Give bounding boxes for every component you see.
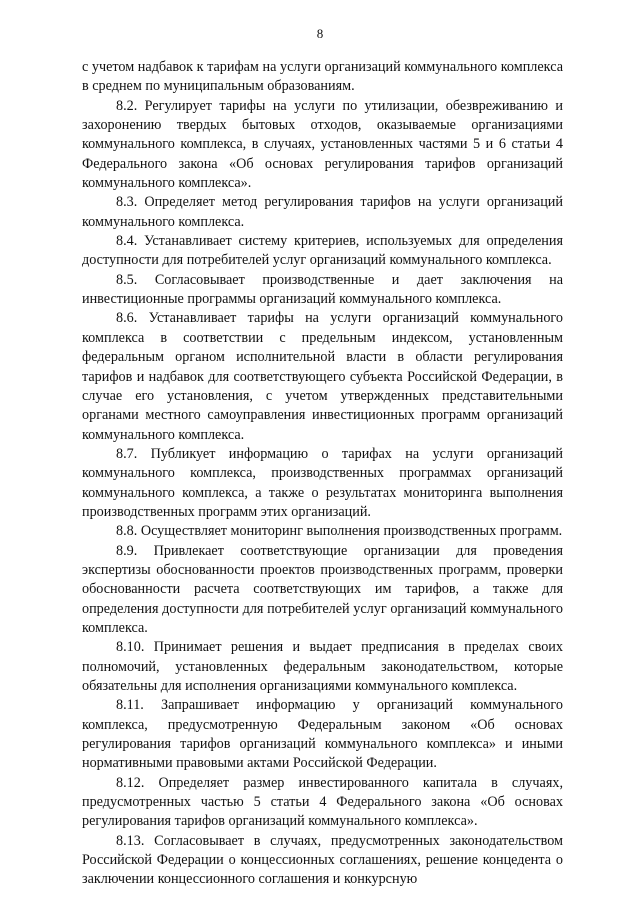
paragraph-8-3: 8.3. Определяет метод регулирования тарифов на услуги организаций коммунального комплекса. [82,194,563,230]
page-number: 8 [316,26,324,41]
paragraph-continuation: с учетом надбавок к тарифам на услуги организаций коммунального комплекса в среднем по муниципальным образованиям. [82,59,563,95]
paragraph-8-13: 8.13. Согласовывает в случаях, предусмотренных законодательством Российской Федерации о концессионных соглашениях, решение концедента о заключении концессионного соглашения и конкурсную [82,832,563,888]
paragraph-8-4: 8.4. Устанавливает систему критериев, используемых для определения доступности для потребителей услуг организаций коммунального комплекса. [82,233,563,269]
paragraph-8-9: 8.9. Привлекает соответствующие организации для проведения экспертизы обоснованности проектов производственных программ, проверки обоснованности расчета соответствующих им тарифов, а также для определения доступности для потребителей услуг организаций коммунального комплекса. [82,542,563,636]
paragraph-8-6: 8.6. Устанавливает тарифы на услуги организаций коммунального комплекса в соответствии с предельным индексом, установленным федеральным органом исполнительной власти в области регулирования тарифов и надбавок для соответствующего субъекта Российской Федерации, в случае его установления, с учетом утвержденных представительными органами местного самоуправления инвестиционных программ организаций коммунального комплекса. [82,310,563,443]
paragraph-8-8: 8.8. Осуществляет мониторинг выполнения производственных программ. [116,523,563,540]
paragraph-8-7: 8.7. Публикует информацию о тарифах на услуги организаций коммунального комплекса, производственных программах организаций коммунального комплекса, а также о результатах мониторинга выполнения производственных программ этих организаций. [82,445,563,520]
paragraph-8-10: 8.10. Принимает решения и выдает предписания в пределах своих полномочий, установленных федеральным законодательством, которые обязательны для исполнения организациями коммунального комплекса. [82,639,563,694]
paragraph-8-11: 8.11. Запрашивает информацию у организаций коммунального комплекса, предусмотренную Федеральным законом «Об основах регулирования тарифов организаций коммунального комплекса» и иными нормативными правовыми актами Российской Федерации. [82,697,563,772]
paragraph-8-5: 8.5. Согласовывает производственные и дает заключения на инвестиционные программы организаций коммунального комплекса. [82,271,563,308]
document-body [82,58,563,890]
paragraph-8-2: 8.2. Регулирует тарифы на услуги по утилизации, обезвреживанию и захоронению твердых бытовых отходов, оказываемые организациями коммунального комплекса, в случаях, установленных частями 5 и 6 статьи 4 Федерального закона «Об основах регулирования тарифов организаций коммунального комплекса». [82,97,563,192]
paragraph-8-12: 8.12. Определяет размер инвестированного капитала в случаях, предусмотренных частью 5 статьи 4 Федерального закона «Об основах регулирования тарифов организаций коммунального комплекса». [82,774,563,830]
